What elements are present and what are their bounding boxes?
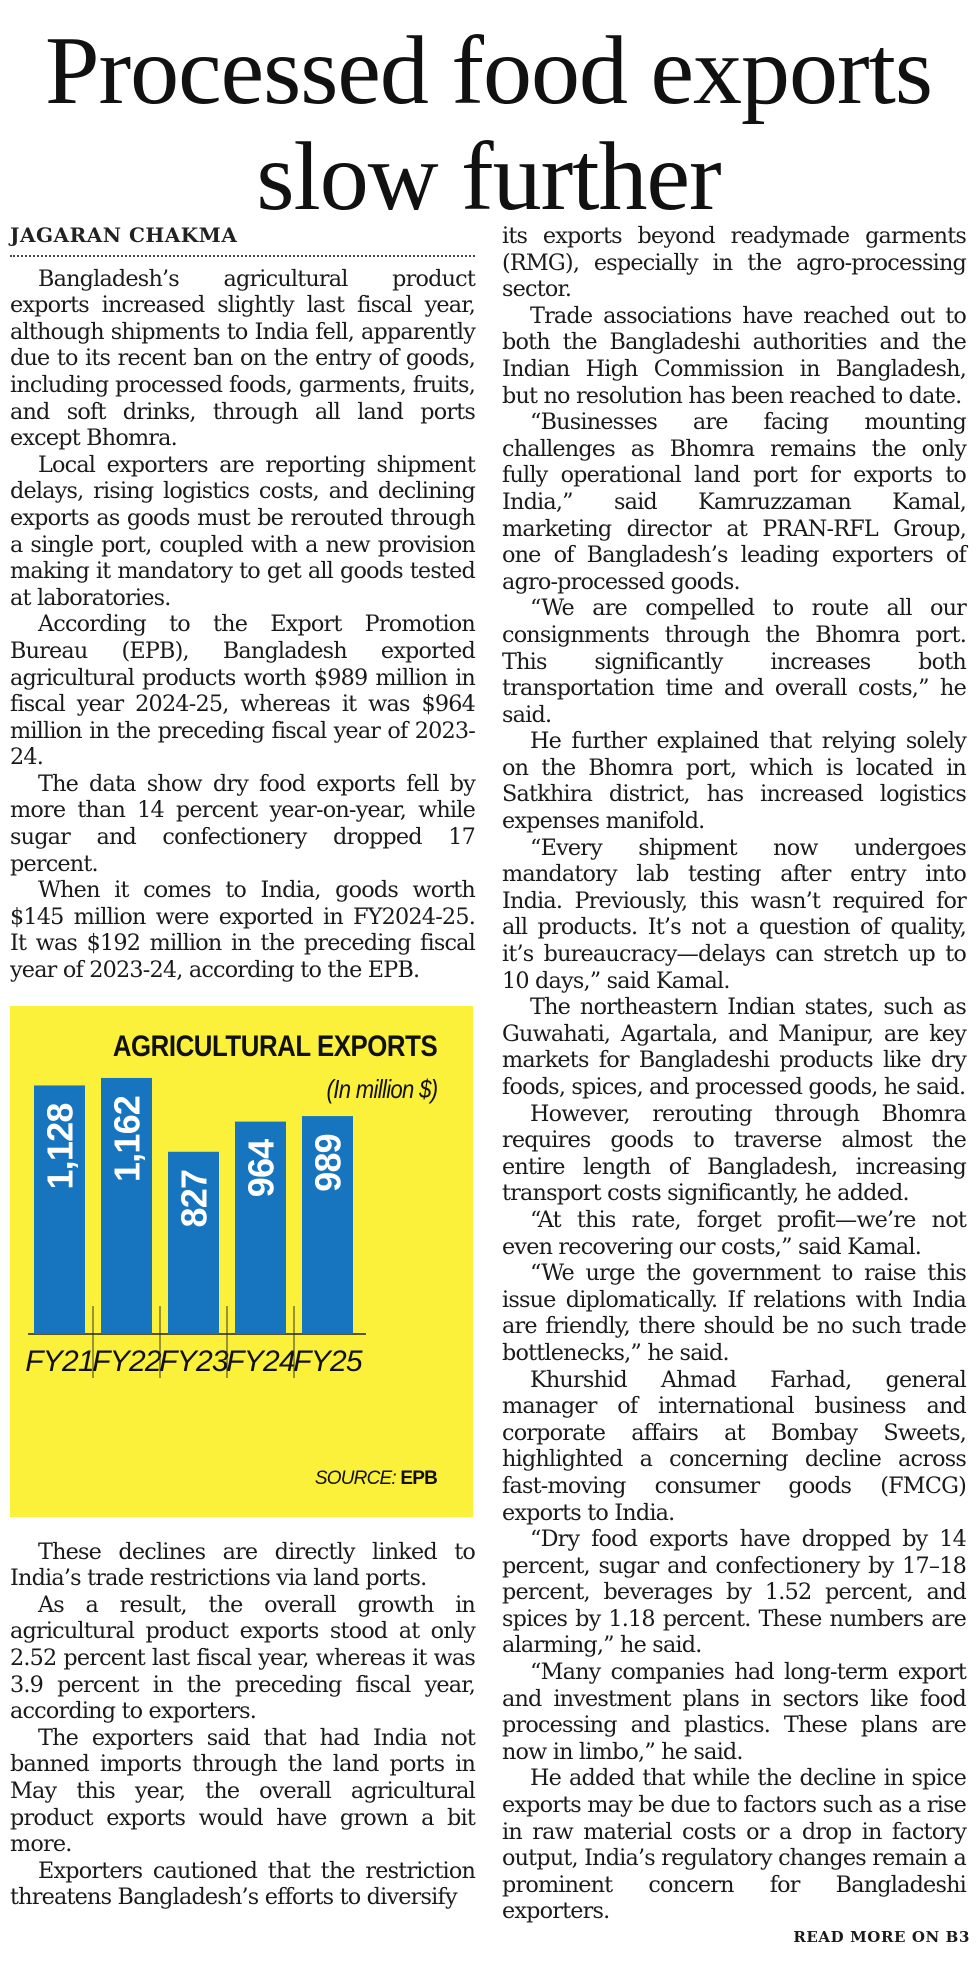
x-tick-label: FY24 — [226, 1344, 295, 1378]
paragraph: “Every shipment now undergoes mandatory lab testing after entry into India. Previously, this wasn’t required for all products. It’s not a question of quality, it’s bureaucracy—delays can stretch up to 10 days,” said Kamal. — [502, 834, 966, 994]
read-more-link[interactable]: READ MORE ON B3 — [793, 1928, 970, 1946]
chart-source-prefix: SOURCE: — [314, 1467, 396, 1489]
paragraph: As a result, the overall growth in agricultural product exports stood at only 2.52 percent last fiscal year, whereas it was 3.9 percent in the preceding fiscal year, according to exporters. — [10, 1591, 475, 1725]
chart-source — [315, 1466, 437, 1493]
paragraph: “We are compelled to route all our consignments through the Bhomra port. This significantly increases both transportation time and overall costs,” he said. — [502, 595, 966, 728]
right-column — [502, 223, 966, 1925]
paragraph: Khurshid Ahmad Farhad, general manager of international business and corporate affairs at Bombay Sweets, highlighted a concerning decline across fast-moving consumer goods (FMCG) exports to India. — [502, 1366, 966, 1526]
paragraph: “Many companies had long-term export and investment plans in sectors like food processing and plastics. These plans are now in limbo,” he said. — [502, 1659, 966, 1765]
byline: JAGARAN CHAKMA — [10, 222, 475, 257]
paragraph: Bangladesh’s agricultural product exports increased slightly last fiscal year, although shipments to India fell, apparently due to its recent ban on the entry of goods, including processed foods, garments, fruits, and soft drinks, through all land ports except Bhomra. — [10, 265, 475, 452]
headline-line-2: slow further — [256, 123, 721, 231]
x-tick-label: FY21 — [25, 1344, 94, 1378]
bar-value-label: 1,128 — [39, 1103, 81, 1190]
x-tick-label: FY22 — [92, 1344, 161, 1378]
paragraph: “At this rate, forget profit—we’re not even recovering our costs,” said Kamal. — [502, 1206, 966, 1260]
bar-value-label: 964 — [240, 1139, 282, 1197]
paragraph: The exporters said that had India not banned imports through the land ports in May this year, the overall agricultural product exports would have grown a bit more. — [10, 1724, 475, 1858]
paragraph: “Dry food exports have dropped by 14 percent, sugar and confectionery by 17–18 percent, beverages by 1.52 percent, and spices by 1.18 percent. These numbers are alarming,” he said. — [502, 1526, 966, 1659]
paragraph: These declines are directly linked to India’s trade restrictions via land ports. — [10, 1538, 475, 1592]
agricultural-exports-chart — [10, 1006, 473, 1517]
left-column — [10, 222, 475, 1911]
bar-value-label: 1,162 — [106, 1095, 148, 1182]
paragraph: He added that while the decline in spice exports may be due to factors such as a rise in raw material costs or a drop in factory output, India’s regulatory changes remain a prominent concern for Bangladeshi exporters. — [502, 1765, 966, 1925]
paragraph: “We urge the government to raise this issue diplomatically. If relations with India are friendly, there should be no such trade bottlenecks,” he said. — [502, 1260, 966, 1366]
paragraph: “Businesses are facing mounting challenges as Bhomra remains the only fully operational land port for exports to India,” said Kamruzzaman Kamal, marketing director at PRAN-RFL Group, one of Bangladesh’s leading exporters of agro-processed goods. — [502, 409, 966, 595]
paragraph: The data show dry food exports fell by more than 14 percent year-on-year, while sugar and confectionery dropped 17 percent. — [10, 770, 475, 877]
bar-value-label: 989 — [307, 1133, 349, 1192]
paragraph-continuation: its exports beyond readymade garments (RMG), especially in the agro-processing sector. — [502, 223, 966, 303]
paragraph: Exporters cautioned that the restriction threatens Bangladesh’s efforts to diversify — [10, 1857, 475, 1911]
x-tick-label: FY23 — [159, 1344, 228, 1378]
paragraph: When it comes to India, goods worth $145 million were exported in FY2024-25. It was $192 million in the preceding fiscal year of 2023-24, according to the EPB. — [10, 877, 475, 984]
paragraph: Local exporters are reporting shipment delays, rising logistics costs, and declining exports as goods must be rerouted through a single port, coupled with a new provision making it mandatory to get all goods tested at laboratories. — [10, 451, 475, 611]
paragraph: The northeastern Indian states, such as Guwahati, Agartala, and Manipur, are key markets for Bangladeshi products like dry foods, spices, and processed goods, he said. — [502, 994, 966, 1100]
paragraph: However, rerouting through Bhomra requires goods to traverse almost the entire length of Bangladesh, increasing transport costs significantly, he added. — [502, 1100, 966, 1207]
bar-chart — [10, 1006, 473, 1517]
chart-title: AGRICULTURAL EXPORTS — [112, 1029, 437, 1063]
chart-subtitle: (In million $) — [326, 1073, 437, 1104]
paragraph: According to the Export Promotion Bureau (EPB), Bangladesh exported agricultural products worth $989 million in fiscal year 2024-25, whereas it was $964 million in the preceding fiscal year of 2023-24. — [10, 611, 475, 771]
headline — [0, 18, 977, 230]
bar-value-label: 827 — [173, 1169, 215, 1228]
paragraph: He further explained that relying solely on the Bhomra port, which is located in Satkhira district, has increased logistics expenses manifold. — [502, 728, 966, 835]
paragraph: Trade associations have reached out to both the Bangladeshi authorities and the Indian High Commission in Bangladesh, but no resolution has been reached to date. — [502, 302, 966, 409]
headline-line-1: Processed food exports — [44, 17, 933, 125]
x-tick-label: FY25 — [293, 1344, 362, 1378]
chart-source-name: EPB — [400, 1467, 437, 1489]
